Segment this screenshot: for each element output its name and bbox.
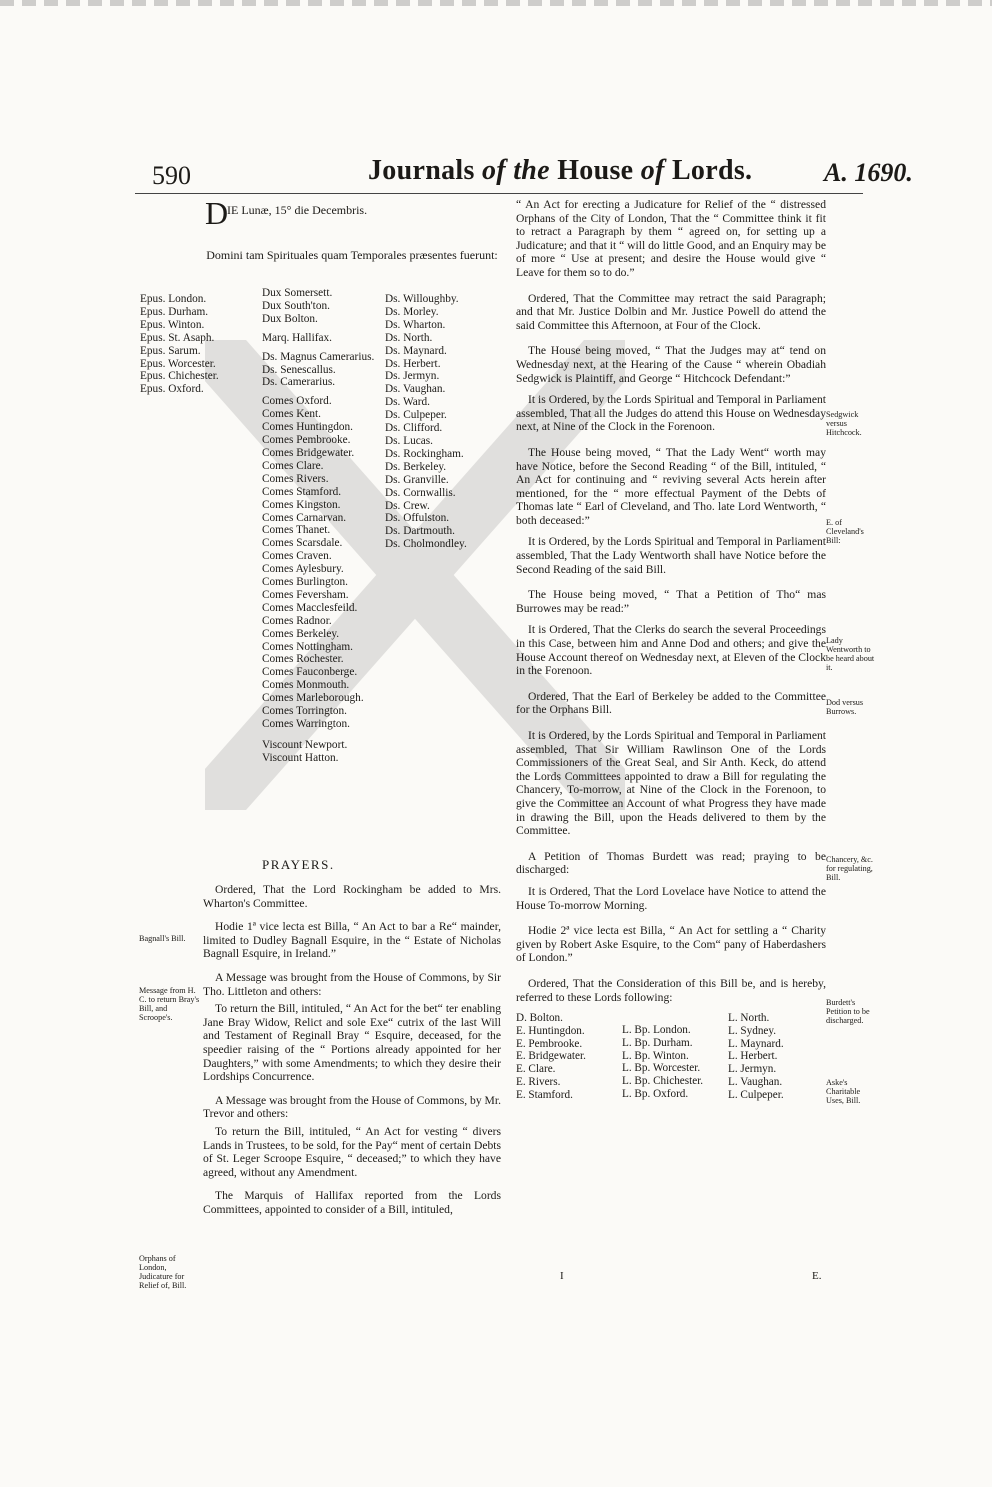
baron-entry: Ds. Crew. bbox=[385, 499, 430, 512]
title-house: House bbox=[557, 155, 634, 186]
committee-lord: L. Sydney. bbox=[728, 1024, 777, 1037]
committee-lord: E. Bridgewater. bbox=[516, 1050, 586, 1063]
margin-note-orphans: Orphans of London, Judicature for Relief of, Bill. bbox=[139, 1254, 187, 1290]
earl-entry: Comes Huntingdon. bbox=[262, 421, 354, 434]
hallifax-report: The Marquis of Hallifax reported from the Lords Committees, appointed to consider of a Bill, intituled, bbox=[203, 1189, 501, 1216]
earl-entry: Comes Clare. bbox=[262, 459, 324, 472]
earl-entry: Comes Carnarvan. bbox=[262, 511, 347, 524]
earl-entry: Comes Nottingham. bbox=[262, 640, 353, 653]
message-littleton: A Message was brought from the House of Commons, by Sir Tho. Littleton and others: bbox=[203, 970, 501, 998]
margin-note-burdett: Burdett's Petition to be discharged. bbox=[826, 998, 870, 1025]
running-title bbox=[368, 155, 752, 187]
baron-entry: Ds. Ward. bbox=[385, 396, 431, 409]
prayers-heading: PRAYERS. bbox=[262, 857, 335, 872]
viscount-entry: Viscount Hatton. bbox=[262, 751, 339, 764]
baron-entry: Ds. North. bbox=[385, 331, 433, 344]
earl-entry: Comes Marleborough. bbox=[262, 692, 364, 705]
signature-mark: I bbox=[560, 1270, 564, 1282]
officer-entry: Ds. Magnus Camerarius. bbox=[262, 350, 375, 363]
committee-lords bbox=[516, 1012, 826, 1102]
earl-entry: Comes Macclesfeild. bbox=[262, 601, 358, 614]
baron-entry: Ds. Willoughby. bbox=[385, 293, 459, 305]
committee-lord: E. Huntingdon. bbox=[516, 1024, 585, 1037]
committee-lord: L. Jermyn. bbox=[728, 1063, 777, 1076]
wentworth-order: It is Ordered, by the Lords Spiritual and Temporal in Parliament assembled, That the Lady Wentworth shall have Notice before the Second Reading of the said Bill. bbox=[516, 535, 826, 576]
baron-entry: Ds. Offulston. bbox=[385, 512, 450, 525]
committee-lord: L. Vaughan. bbox=[728, 1076, 783, 1089]
earl-entry: Comes Oxford. bbox=[262, 395, 332, 408]
baron-entry: Ds. Lucas. bbox=[385, 434, 434, 447]
committee-lord: L. North. bbox=[728, 1012, 770, 1025]
committee-lord: E. Stamford. bbox=[516, 1088, 573, 1101]
baron-entry: Ds. Maynard. bbox=[385, 344, 447, 357]
orphans-bill-text: “ An Act for erecting a Judicature for Relief of the “ distressed Orphans of the City of London, That the “ Committee think it fit to retract a Paragraph by them “ agreed on, for setting up a Judicature; and that it “ will do little Good, and an Enquiry may be of more “ Use at present; and desire the House would give “ Leave for them so to do.” bbox=[516, 198, 826, 279]
baron-entry: Ds. Rockingham. bbox=[385, 447, 464, 460]
margin-note-dod: Dod versus Burrows. bbox=[826, 698, 864, 716]
title-of-the: of the bbox=[481, 155, 550, 186]
committee-lord: D. Bolton. bbox=[516, 1012, 563, 1025]
margin-note-message: Message from H. C. to return Bray's Bill, and Scroope's. bbox=[139, 986, 200, 1022]
earl-entry: Comes Aylesbury. bbox=[262, 563, 344, 576]
committee-col-3 bbox=[728, 1012, 826, 1102]
earl-entry: Comes Stamford. bbox=[262, 485, 342, 498]
bagnall-bill: Hodie 1ª vice lecta est Billa, “ An Act to bar a Re“ mainder, limited to Dudley Bagnall Esquire, in the “ Estate of Nicholas Bagnall Esquire, in Ireland.” bbox=[203, 920, 501, 961]
left-column-body bbox=[203, 883, 501, 1226]
committee-col-2 bbox=[622, 1012, 720, 1102]
baron-entry: Ds. Dartmouth. bbox=[385, 525, 455, 538]
session-heading bbox=[203, 195, 501, 234]
committee-lord: E. Rivers. bbox=[516, 1076, 561, 1089]
earl-entry: Comes Monmouth. bbox=[262, 679, 350, 692]
earl-entry: Comes Scarsdale. bbox=[262, 537, 343, 550]
committee-lord: E. Clare. bbox=[516, 1063, 556, 1076]
committee-lord: L. Bp. Durham. bbox=[622, 1036, 693, 1049]
margin-note-cleveland: E. of Cleveland's Bill: bbox=[826, 518, 864, 545]
berkeley-order: Ordered, That the Earl of Berkeley be added to the Committee for the Orphans Bill. bbox=[516, 689, 826, 717]
baron-entry: Ds. Jermyn. bbox=[385, 370, 440, 383]
left-column-top bbox=[203, 195, 501, 262]
judges-motion: The House being moved, “ That the Judges may at“ tend on Wednesday next, at the Hearing of the Cause “ wherein Obadiah Sedgwick is Plaintiff, and George “ Hitchcock Defendant:” bbox=[516, 344, 826, 385]
committee-lord: L. Bp. Winton. bbox=[622, 1049, 689, 1062]
session-date: IE Lunæ, 15° die Decembris. bbox=[227, 203, 368, 217]
marquis: Marq. Hallifax. bbox=[262, 331, 332, 344]
margin-note-bagnall: Bagnall's Bill. bbox=[139, 934, 186, 943]
margin-note-chancery: Chancery, &c. for regulating, Bill. bbox=[826, 855, 873, 882]
bishop-entry: Epus. Winton. bbox=[140, 318, 205, 331]
baron-entry: Ds. Granville. bbox=[385, 473, 449, 486]
earl-entry: Comes Kingston. bbox=[262, 498, 341, 511]
committee-lord: L. Bp. Worcester. bbox=[622, 1062, 701, 1075]
duke-entry: Dux Bolton. bbox=[262, 312, 318, 325]
top-border bbox=[0, 0, 992, 6]
title-lords: Lords. bbox=[671, 155, 753, 186]
earl-entry: Comes Berkeley. bbox=[262, 627, 340, 640]
bray-bill: To return the Bill, intituled, “ An Act for the bet“ ter enabling Jane Bray Widow, Relict and sole Exe“ cutrix of the last Will and Testament of Reginall Bray “ Esquire, deceased, for the speedier raising of the “ Portions already appointed for her Daughters,” with some Amendments; to which they desire their Lordships Concurrence. bbox=[203, 1002, 501, 1084]
bishop-entry: Epus. London. bbox=[140, 293, 207, 305]
earl-entry: Comes Bridgewater. bbox=[262, 446, 355, 459]
margin-note-wentworth: Lady Wentworth to be heard about it. bbox=[826, 636, 875, 672]
bishop-entry: Epus. Worcester. bbox=[140, 357, 216, 370]
barons-list bbox=[385, 293, 467, 551]
margin-note-aske: Aske's Charitable Uses, Bill. bbox=[826, 1078, 861, 1105]
baron-entry: Ds. Culpeper. bbox=[385, 409, 447, 422]
earl-entry: Comes Thanet. bbox=[262, 524, 331, 537]
bishop-entry: Epus. Oxford. bbox=[140, 383, 204, 396]
committee-lord: L. Maynard. bbox=[728, 1037, 784, 1050]
baron-entry: Ds. Cholmondley. bbox=[385, 538, 467, 551]
header-rule bbox=[135, 193, 863, 194]
bishop-entry: Epus. Chichester. bbox=[140, 370, 219, 383]
earl-entry: Comes Rochester. bbox=[262, 653, 344, 666]
baron-entry: Ds. Wharton. bbox=[385, 318, 446, 331]
right-column bbox=[516, 198, 826, 1102]
page-number: 590 bbox=[152, 161, 191, 190]
baron-entry: Ds. Herbert. bbox=[385, 357, 441, 370]
peers-list bbox=[262, 287, 382, 765]
chancery-order: It is Ordered, by the Lords Spiritual and Temporal in Parliament assembled, That Sir William Rawlinson One of the Lords Commissioners of the Great Seal, and Sir Anth. Keck, do attend the Lords Committees appointed to draw a Bill for regulating the Chancery, To-morrow, at Nine of the Clock in the Forenoon, to give the Committee an Account of what Progress they have made in drawing the Bill, upon the Heads delivered to them by the Committee. bbox=[516, 729, 826, 838]
aske-referral: Ordered, That the Consideration of this Bill be, and is hereby, referred to these Lords following: bbox=[516, 976, 826, 1004]
officer-entry: Ds. Senescallus. bbox=[262, 363, 336, 376]
title-journals: Journals bbox=[368, 155, 475, 186]
earl-entry: Comes Radnor. bbox=[262, 614, 332, 627]
burrowes-motion: The House being moved, “ That a Petition of Tho“ mas Burrowes may be read:” bbox=[516, 588, 826, 615]
baron-entry: Ds. Vaughan. bbox=[385, 383, 446, 396]
officer-entry: Ds. Camerarius. bbox=[262, 376, 336, 389]
bishops-list bbox=[140, 293, 219, 396]
burrowes-order: It is Ordered, That the Clerks do search the several Proceedings in this Case, between him and Anne Dod and others; and give the House Account thereof on Wednesday next, at Eleven of the Clock in the Forenoon. bbox=[516, 623, 826, 678]
baron-entry: Ds. Cornwallis. bbox=[385, 486, 456, 499]
lovelace-order: It is Ordered, That the Lord Lovelace have Notice to attend the House To-morrow Morning. bbox=[516, 884, 826, 912]
committee-lord: L. Bp. Oxford. bbox=[622, 1088, 689, 1101]
order-retract: Ordered, That the Committee may retract the said Paragraph; and that Mr. Justice Dolbin and Mr. Justice Powell do attend the said Committee this Afternoon, at Four of the Clock. bbox=[516, 291, 826, 332]
bishop-entry: Epus. Durham. bbox=[140, 305, 209, 318]
earl-entry: Comes Burlington. bbox=[262, 576, 348, 589]
page-year: A. 1690. bbox=[824, 158, 913, 187]
committee-lord: L. Bp. Chichester. bbox=[622, 1075, 704, 1088]
drop-cap: D bbox=[205, 195, 229, 231]
earl-entry: Comes Feversham. bbox=[262, 588, 349, 601]
burdett-petition: A Petition of Thomas Burdett was read; praying to be discharged: bbox=[516, 849, 826, 877]
attendance-intro: Domini tam Spirituales quam Temporales præsentes fuerunt: bbox=[206, 248, 498, 262]
committee-col-1 bbox=[516, 1012, 614, 1102]
committee-lord: E. Pembrooke. bbox=[516, 1037, 583, 1050]
duke-entry: Dux Somersett. bbox=[262, 287, 333, 299]
earl-entry: Comes Torrington. bbox=[262, 705, 347, 718]
scroope-bill: To return the Bill, intituled, “ An Act for vesting “ divers Lands in Trustees, to be sold, for the Pay“ ment of certain Debts of St. Leger Scroope Esquire, “ deceased;” to which they have agreed, without any Amendment. bbox=[203, 1124, 501, 1179]
earl-entry: Comes Fauconberge. bbox=[262, 666, 358, 679]
bishop-entry: Epus. St. Asaph. bbox=[140, 331, 215, 344]
viscount-entry: Viscount Newport. bbox=[262, 738, 348, 751]
baron-entry: Ds. Clifford. bbox=[385, 422, 443, 435]
committee-lord: L. Herbert. bbox=[728, 1050, 778, 1063]
catchword: E. bbox=[812, 1270, 822, 1282]
committee-lord: L. Culpeper. bbox=[728, 1088, 784, 1101]
order-rockingham: Ordered, That the Lord Rockingham be added to Mrs. Wharton's Committee. bbox=[203, 883, 501, 910]
margin-note-sedgwick: Sedgwick versus Hitchcock. bbox=[826, 410, 862, 437]
title-of: of bbox=[640, 155, 665, 186]
baron-entry: Ds. Berkeley. bbox=[385, 460, 447, 473]
earl-entry: Comes Kent. bbox=[262, 408, 321, 421]
judges-order: It is Ordered, by the Lords Spiritual and Temporal in Parliament assembled, That all the Judges do attend this House on Wednesday next, at Nine of the Clock in the Forenoon. bbox=[516, 393, 826, 434]
aske-bill: Hodie 2ª vice lecta est Billa, “ An Act for settling a “ Charity given by Robert Aske Esquire, to the Com“ pany of Haberdashers of London.” bbox=[516, 924, 826, 965]
earl-entry: Comes Pembrooke. bbox=[262, 434, 351, 447]
message-trevor: A Message was brought from the House of Commons, by Mr. Trevor and others: bbox=[203, 1093, 501, 1121]
earl-entry: Comes Craven. bbox=[262, 550, 332, 563]
wentworth-motion: The House being moved, “ That the Lady Went“ worth may have Notice, before the Second Reading “ of the Bill, intituled, “ An Act for continuing and “ reviving several Acts herein after mentioned, for the “ more effectual Payment of the Debts of Thomas late “ Earl of Cleveland, and Tho. late Lord Wentworth, “ both deceased:” bbox=[516, 445, 826, 527]
bishop-entry: Epus. Sarum. bbox=[140, 344, 201, 357]
committee-lord: L. Bp. London. bbox=[622, 1024, 691, 1037]
earl-entry: Comes Warrington. bbox=[262, 718, 350, 730]
earl-entry: Comes Rivers. bbox=[262, 472, 329, 485]
baron-entry: Ds. Morley. bbox=[385, 305, 439, 318]
duke-entry: Dux South'ton. bbox=[262, 299, 330, 312]
